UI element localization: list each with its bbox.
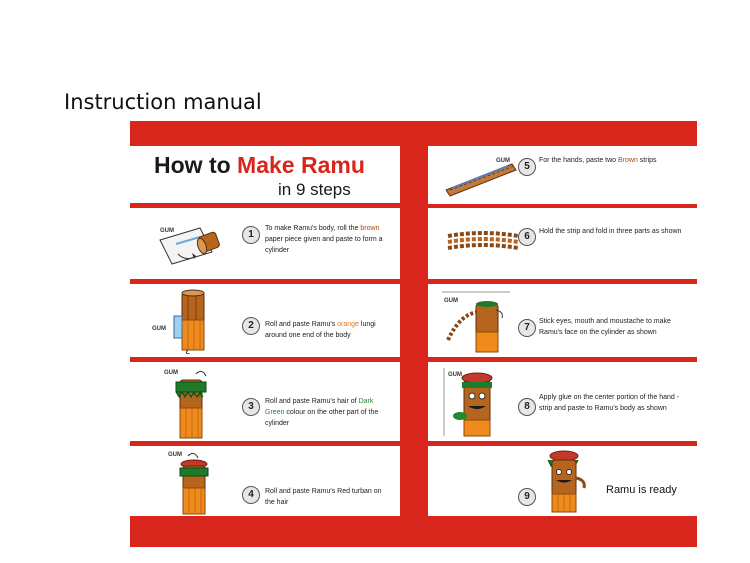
page-heading: Instruction manual [64, 90, 262, 114]
step-text [539, 155, 689, 166]
step-text-start: Roll and paste Ramu's hair of [265, 398, 359, 405]
gum-label: GUM [448, 372, 462, 378]
step-number: 3 [242, 398, 260, 416]
gum-label: GUM [168, 452, 182, 458]
step-text-highlight: orange [337, 321, 359, 328]
step-8-panel [428, 362, 697, 441]
step-text-highlight: Dark Green [265, 398, 374, 416]
step-5-panel [428, 146, 697, 204]
title-prefix: How to [154, 152, 231, 178]
step-text-end: paper piece given and paste to form a cylinder [265, 236, 383, 254]
step-number: 9 [518, 488, 536, 506]
step-text-start: To make Ramu's body, roll the [265, 225, 361, 232]
step-text [265, 396, 393, 429]
step-text-highlight: brown [360, 225, 380, 232]
title-highlight: Make Ramu [237, 152, 365, 178]
gum-label: GUM [152, 326, 166, 332]
step-text [265, 319, 393, 341]
step-text [265, 223, 393, 256]
step-text-end: strips [637, 157, 657, 164]
finished-ramu-illustration [540, 448, 590, 514]
step-text-start: Stick eyes, mouth and moustache to make Ramu's face on the cylinder as shown [539, 318, 671, 336]
step-number: 1 [242, 226, 260, 244]
body-with-hair-illustration [162, 364, 222, 440]
manual-title [154, 152, 365, 179]
ramu-face-illustration [442, 366, 508, 438]
folded-strip-illustration [446, 228, 520, 252]
step-text-start: Roll and paste Ramu's [265, 321, 338, 328]
step-text-start: Roll and paste Ramu's Red turban on the hair [265, 488, 382, 506]
body-with-lungi-illustration [152, 288, 222, 354]
step-text [539, 226, 689, 237]
step-text-end: colour on the other part of the cylinder [265, 409, 379, 427]
step-6-panel [428, 208, 697, 279]
ramu-ready-text: Ramu is ready [606, 484, 677, 496]
body-with-turban-illustration [166, 448, 226, 516]
step-text [265, 486, 393, 508]
step-9-panel [428, 446, 697, 516]
step-number: 8 [518, 398, 536, 416]
step-text-start: For the hands, paste two [539, 157, 618, 164]
step-text-end: lungi around one end of the body [265, 321, 376, 339]
step-text-start: Hold the strip and fold in three parts as shown [539, 228, 682, 235]
step-4-panel [130, 446, 400, 516]
brown-strips-illustration [442, 154, 526, 198]
rolled-paper-illustration [156, 218, 226, 268]
step-number: 6 [518, 228, 536, 246]
step-7-panel [428, 284, 697, 357]
gum-label: GUM [444, 298, 458, 304]
step-text [539, 316, 689, 338]
step-text-highlight: Brown [618, 157, 638, 164]
gum-label: GUM [496, 158, 510, 164]
step-text [539, 392, 689, 414]
instruction-manual [130, 121, 697, 547]
step-2-panel [130, 284, 400, 357]
manual-subtitle: in 9 steps [278, 180, 351, 199]
gum-label: GUM [164, 370, 178, 376]
title-panel [130, 146, 400, 203]
step-number: 7 [518, 319, 536, 337]
step-3-panel [130, 362, 400, 441]
step-number: 4 [242, 486, 260, 504]
step-1-panel [130, 208, 400, 279]
step-text-start: Apply glue on the center portion of the hand - strip and paste to Ramu's body as shown [539, 394, 680, 412]
gum-label: GUM [160, 228, 174, 234]
step-number: 2 [242, 317, 260, 335]
face-and-hands-illustration [440, 290, 512, 354]
step-number: 5 [518, 158, 536, 176]
